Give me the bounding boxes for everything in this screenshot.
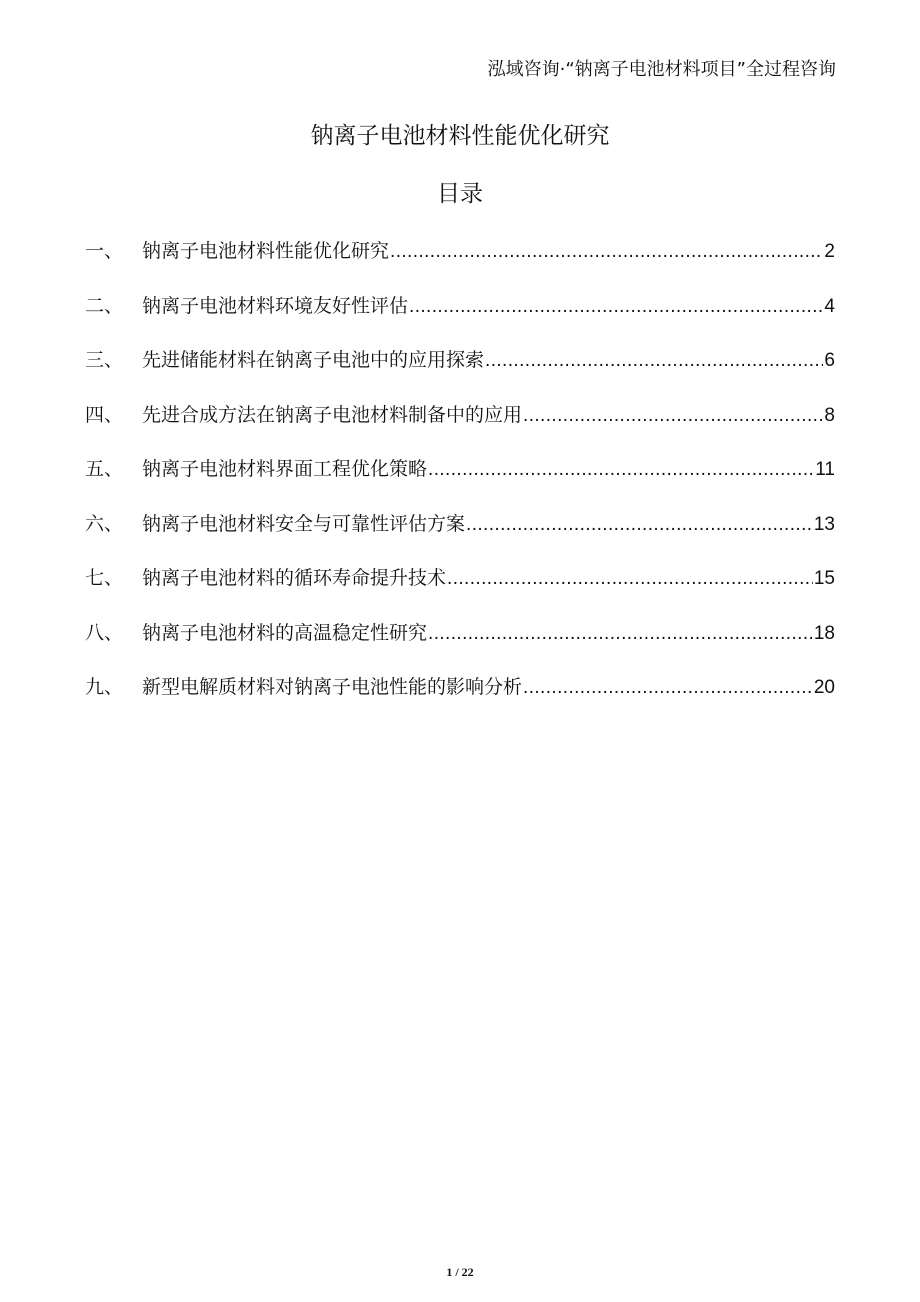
toc-entry-title[interactable]: 钠离子电池材料环境友好性评估: [142, 294, 409, 317]
document-title: 钠离子电池材料性能优化研究: [310, 123, 610, 149]
toc-dot-leader: [523, 671, 813, 705]
toc-entry-number: 七、: [85, 567, 124, 589]
toc-dot-leader: [390, 235, 823, 269]
toc-entry-page[interactable]: 8: [824, 404, 835, 426]
toc-entry-page[interactable]: 15: [813, 568, 835, 589]
toc-dot-leader: [428, 453, 814, 487]
toc-entry-number: 一、: [85, 240, 124, 262]
toc-entry[interactable]: [85, 670, 835, 725]
toc-entry[interactable]: [85, 289, 835, 344]
toc-dot-leader: [466, 508, 813, 542]
toc-entry-title[interactable]: 钠离子电池材料的高温稳定性研究: [142, 621, 428, 644]
toc-entry[interactable]: [85, 561, 835, 616]
toc-dot-leader: [485, 344, 823, 378]
table-of-contents: [85, 234, 835, 725]
toc-dot-leader: [523, 399, 823, 433]
toc-entry-page[interactable]: 11: [815, 459, 835, 480]
toc-entry[interactable]: [85, 343, 835, 398]
page-number-indicator: 1 / 22: [446, 1265, 474, 1279]
toc-entry-page[interactable]: 2: [824, 241, 835, 262]
page-header: 泓域咨询·“钠离子电池材料项目”全过程咨询: [487, 59, 836, 80]
toc-entry-title[interactable]: 钠离子电池材料性能优化研究: [142, 240, 390, 262]
toc-entry-title[interactable]: 先进合成方法在钠离子电池材料制备中的应用: [142, 403, 523, 426]
toc-entry-title[interactable]: 钠离子电池材料界面工程优化策略: [142, 458, 428, 480]
toc-entry-number: 四、: [85, 403, 124, 426]
toc-dot-leader: [447, 562, 813, 596]
toc-entry-number: 八、: [85, 621, 124, 644]
toc-entry-number: 五、: [85, 458, 124, 480]
toc-entry[interactable]: [85, 398, 835, 453]
toc-entry-page[interactable]: 20: [813, 677, 835, 698]
toc-entry-number: 二、: [85, 294, 124, 317]
toc-entry-title[interactable]: 钠离子电池材料安全与可靠性评估方案: [142, 512, 466, 535]
toc-entry-page[interactable]: 4: [824, 295, 835, 317]
toc-entry-title[interactable]: 钠离子电池材料的循环寿命提升技术: [142, 567, 447, 589]
toc-entry-title[interactable]: 新型电解质材料对钠离子电池性能的影响分析: [142, 676, 523, 698]
toc-entry-number: 三、: [85, 349, 124, 371]
toc-entry-number: 六、: [85, 512, 124, 535]
toc-entry-title[interactable]: 先进储能材料在钠离子电池中的应用探索: [142, 349, 485, 371]
toc-entry[interactable]: [85, 507, 835, 562]
page-footer: [0, 1264, 920, 1280]
toc-dot-leader: [428, 617, 813, 651]
toc-heading: 目录: [437, 181, 483, 207]
toc-dot-leader: [409, 290, 823, 324]
toc-entry-number: 九、: [85, 676, 124, 698]
toc-entry[interactable]: [85, 616, 835, 671]
toc-entry-page[interactable]: 18: [813, 622, 835, 644]
toc-entry-page[interactable]: 6: [824, 350, 835, 371]
toc-entry-page[interactable]: 13: [813, 513, 835, 535]
toc-entry[interactable]: [85, 234, 835, 289]
toc-entry[interactable]: [85, 452, 835, 507]
